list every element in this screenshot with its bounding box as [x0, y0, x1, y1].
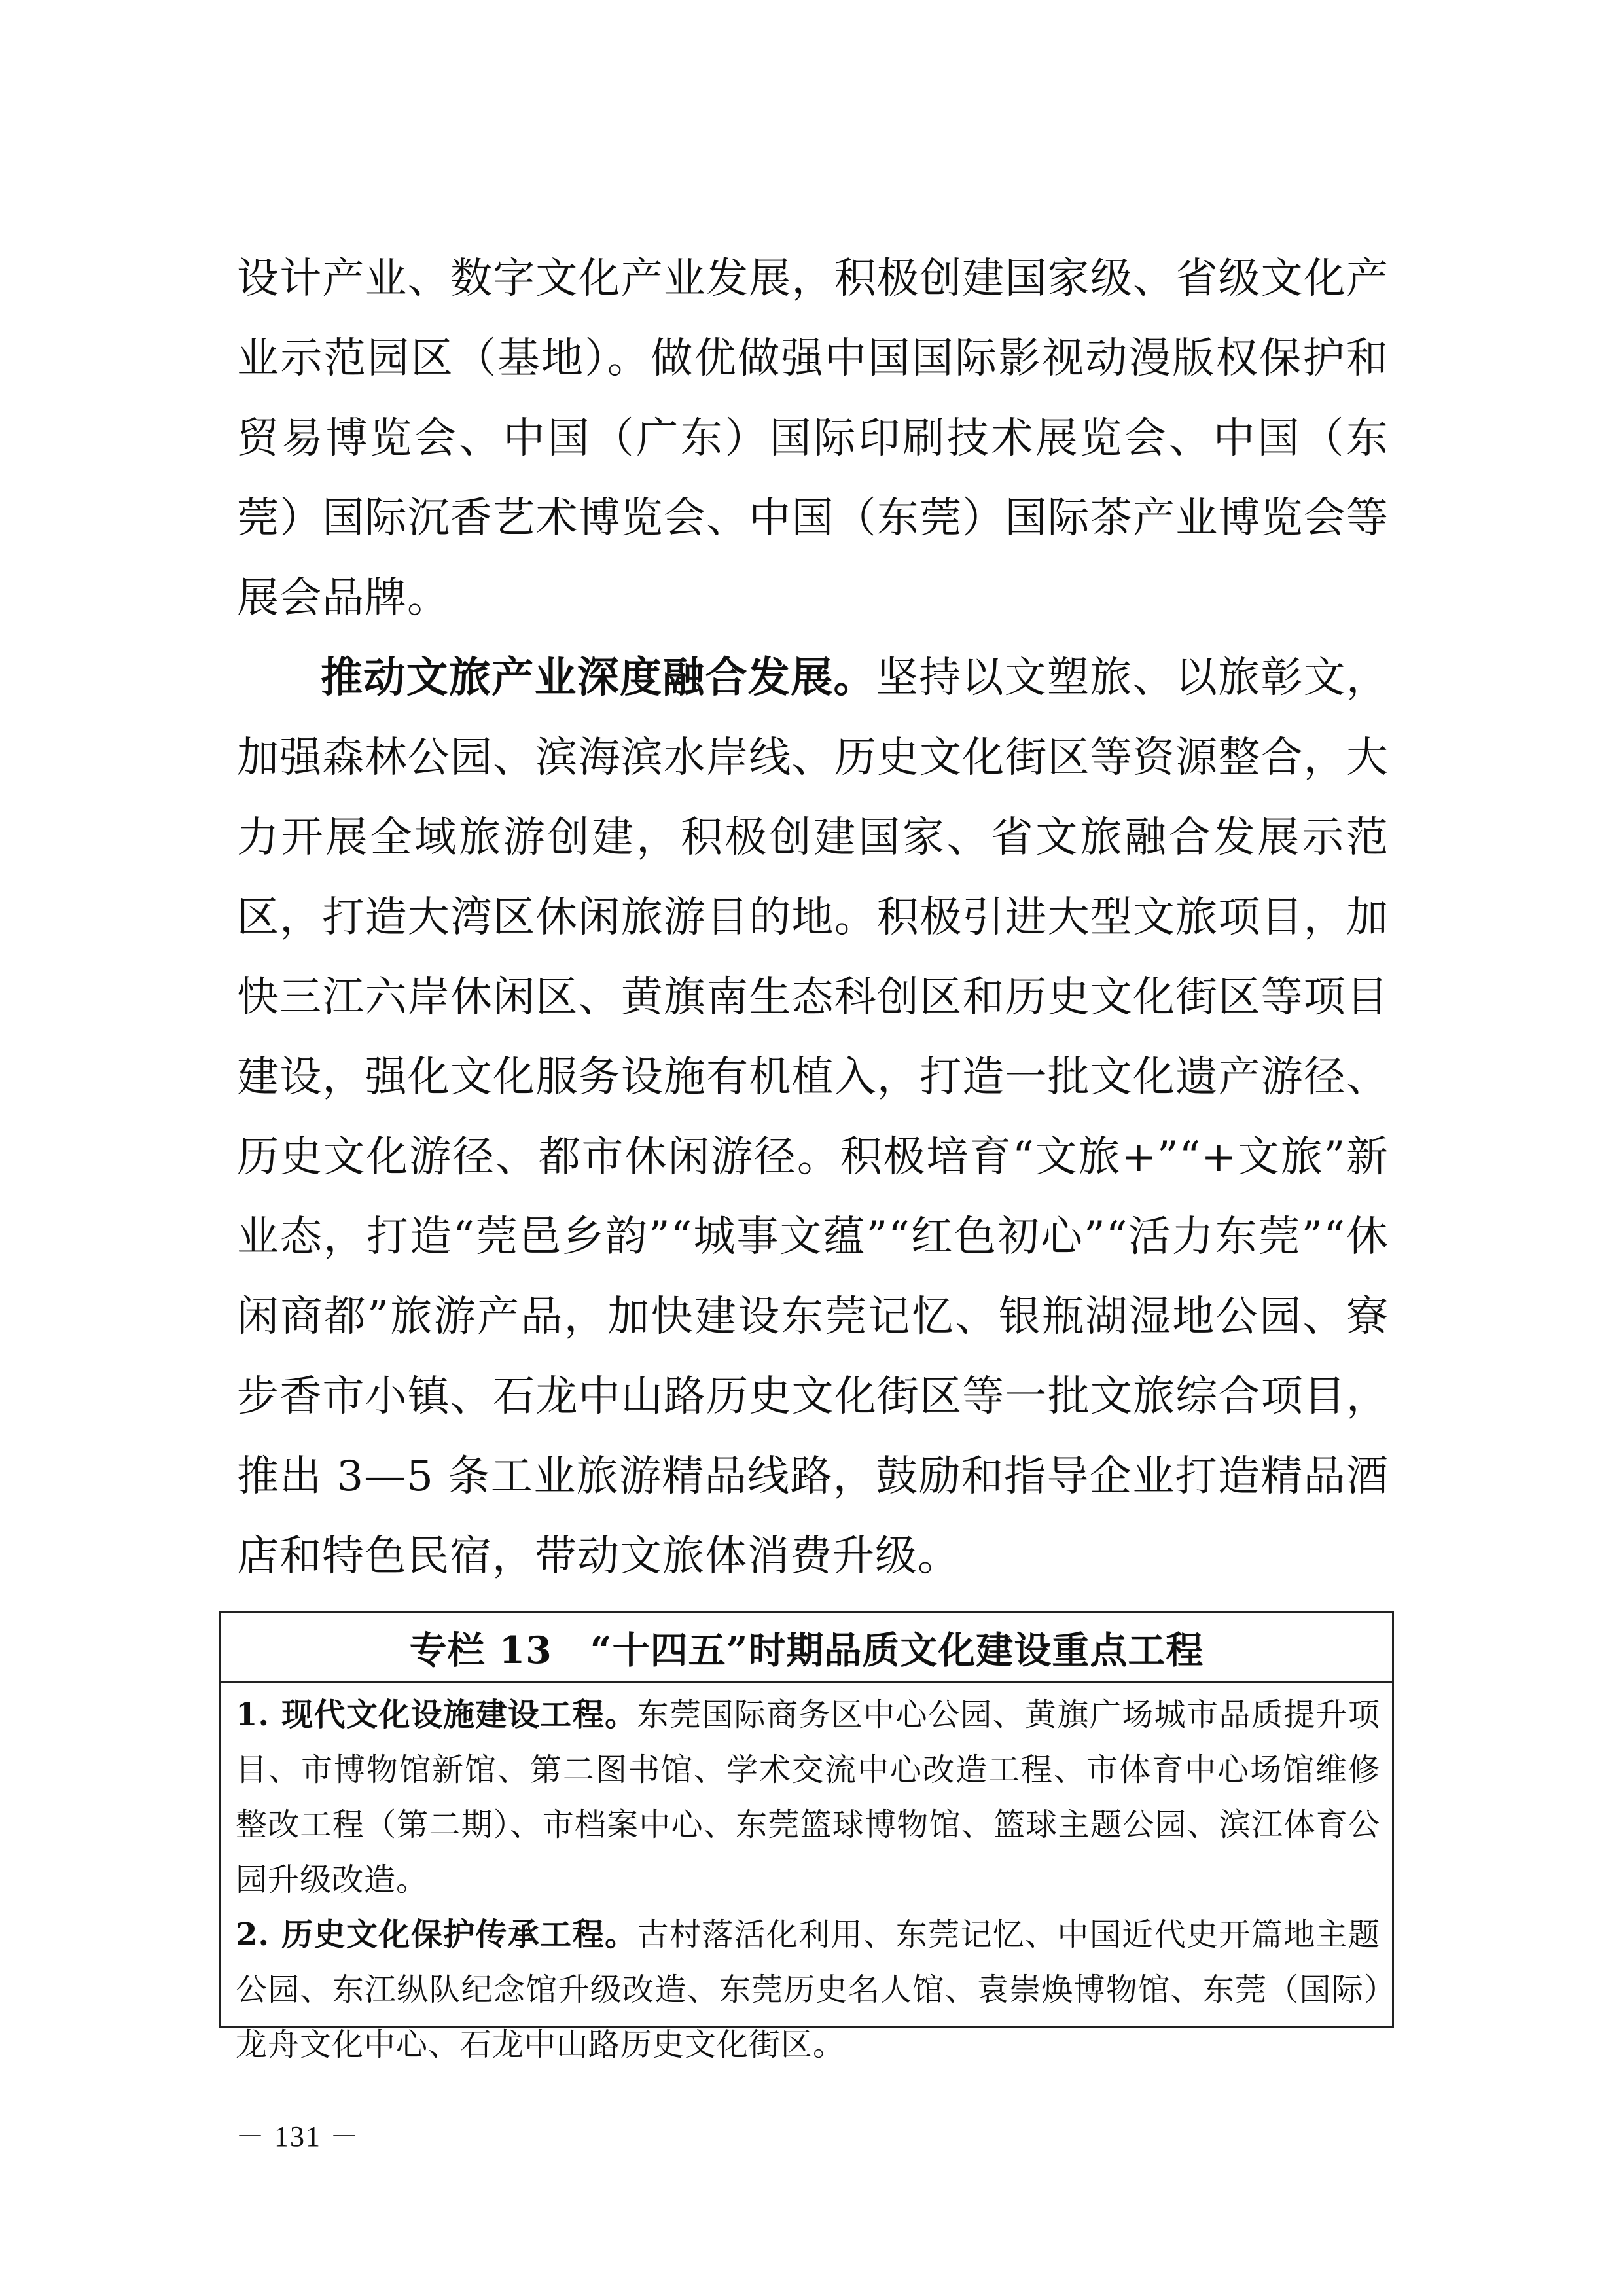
feature-item-2 [236, 1907, 1380, 2072]
feature-box [219, 1611, 1394, 2063]
paragraph-1-text: 设计产业、数字文化产业发展，积极创建国家级、省级文化产业示范园区（基地）。做优做强中国国际影视动漫版权保护和贸易博览会、中国（广东）国际印刷技术展览会、中国（东莞）国际沉香艺术博览会、中国（东莞）国际茶产业博览会等展会品牌。 [237, 255, 1389, 622]
page-number: － 131 － [236, 2121, 360, 2153]
paragraph-1 [237, 239, 1389, 638]
paragraph-2-text: 坚持以文塑旅、以旅彰文，加强森林公园、滨海滨水岸线、历史文化街区等资源整合，大力开展全域旅游创建，积极创建国家、省文旅融合发展示范区，打造大湾区休闲旅游目的地。积极引进大型文旅项目，加快三江六岸休闲区、黄旗南生态科创区和历史文化街区等项目建设，强化文化服务设施有机植入，打造一批文化遗产游径、历史文化游径、都市休闲游径。积极培育“文旅+”“+文旅”新业态，打造“莞邑乡韵”“城事文蕴”“红色初心”“活力东莞”“休闲商都”旅游产品，加快建设东莞记忆、银瓶湖湿地公园、寮步香市小镇、石龙中山路历史文化街区等一批文旅综合项目，推出 3—5 条工业旅游精品线路，鼓励和指导企业打造精品酒店和特色民宿，带动文旅体消费升级。 [237, 654, 1389, 1581]
paragraph-2 [237, 638, 1389, 1596]
paragraph-2-heading: 推动文旅产业深度融合发展。 [321, 653, 876, 702]
feature-item-2-text: 古村落活化利用、东莞记忆、中国近代史开篇地主题公园、东江纵队纪念馆升级改造、东莞历史名人馆、袁崇焕博物馆、东莞（国际）龙舟文化中心、石龙中山路历史文化街区。 [236, 1916, 1380, 2063]
feature-item-1 [236, 1687, 1380, 1907]
feature-item-1-title: 1. 现代文化设施建设工程。 [236, 1696, 637, 1733]
feature-box-title: 专栏 13 “十四五”时期品质文化建设重点工程 [221, 1613, 1392, 1683]
feature-item-1-text: 东莞国际商务区中心公园、黄旗广场城市品质提升项目、市博物馆新馆、第二图书馆、学术交流中心改造工程、市体育中心场馆维修整改工程（第二期）、市档案中心、东莞篮球博物馆、篮球主题公园、滨江体育公园升级改造。 [236, 1696, 1380, 1898]
feature-item-2-title: 2. 历史文化保护传承工程。 [236, 1916, 637, 1953]
feature-box-body [221, 1683, 1392, 2072]
body-text [237, 239, 1389, 1596]
